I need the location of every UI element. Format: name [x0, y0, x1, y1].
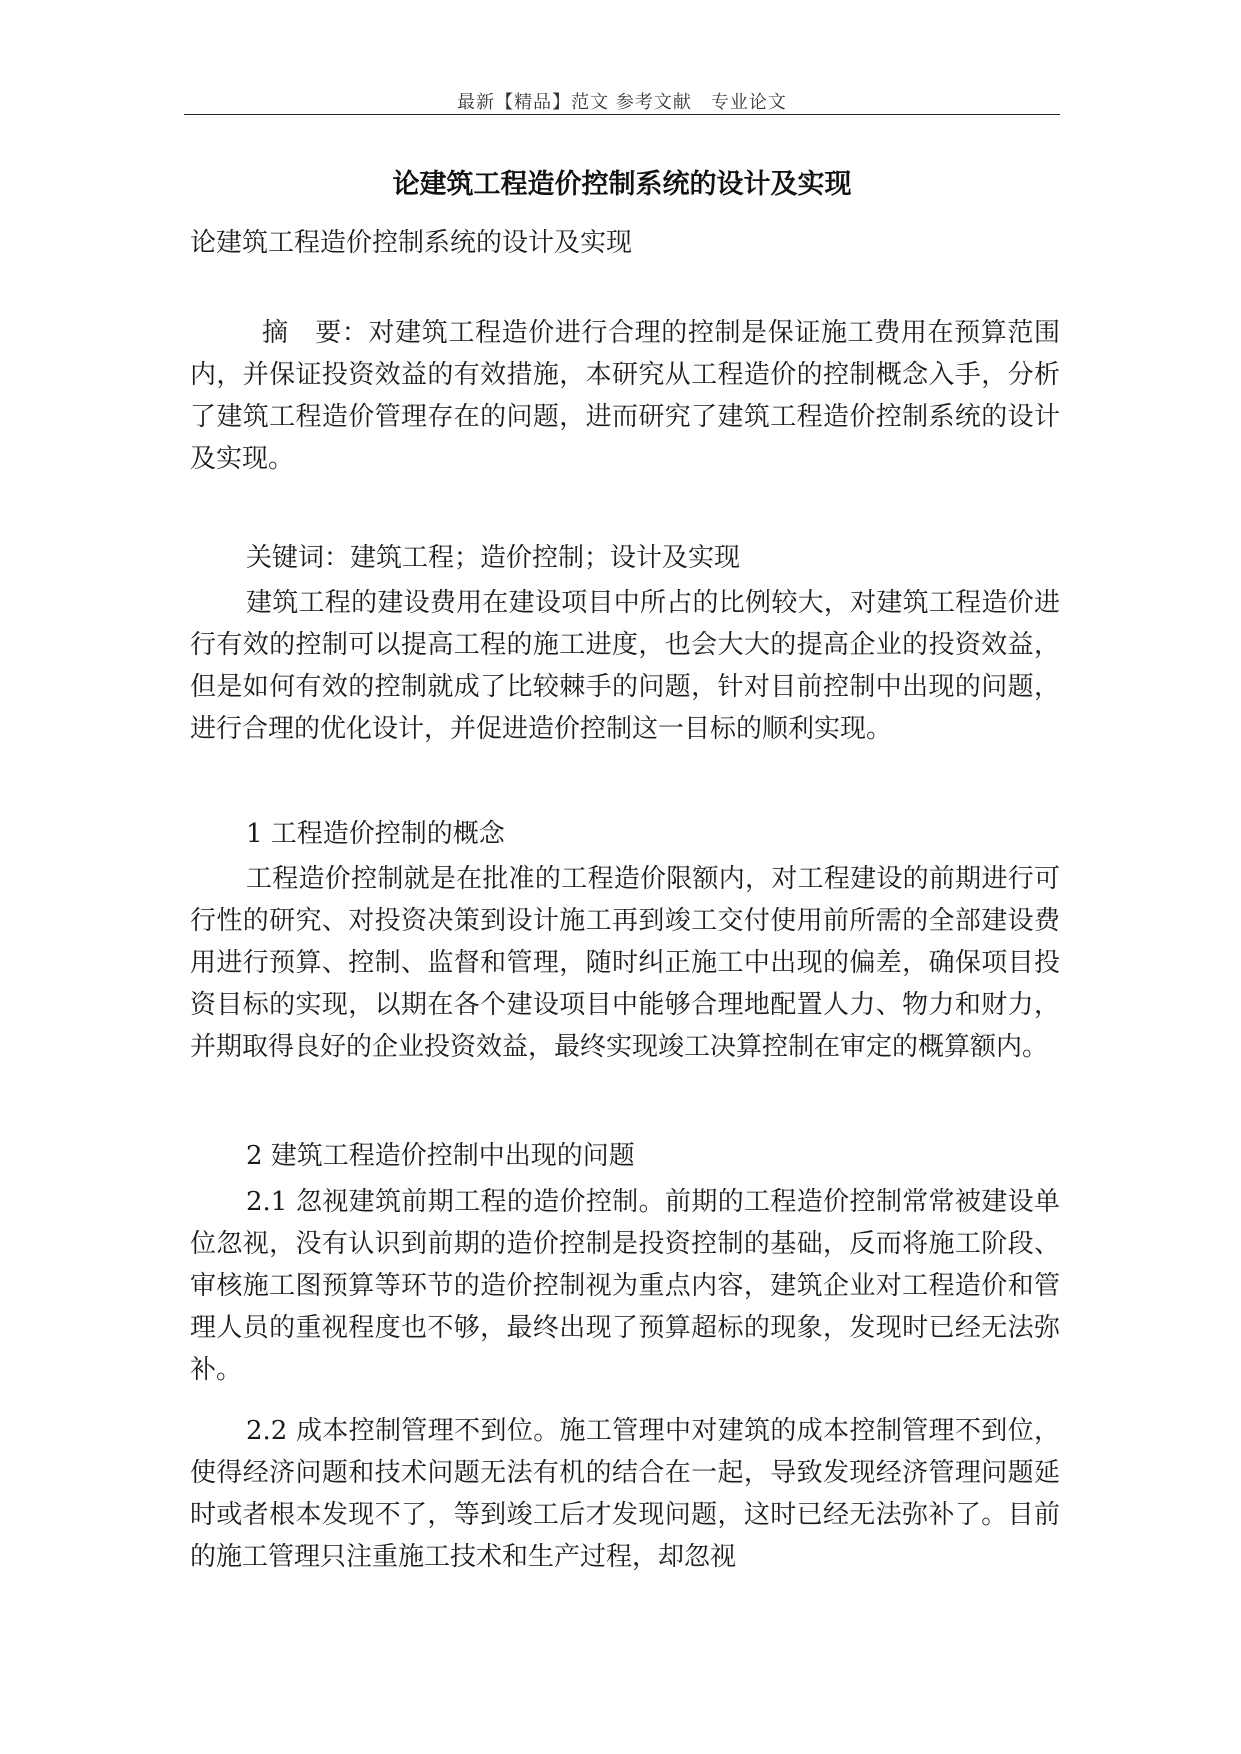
abstract-paragraph: 摘 要：对建筑工程造价进行合理的控制是保证施工费用在预算范围内，并保证投资效益的有效措施，本研究从工程造价的控制概念入手，分析了建筑工程造价管理存在的问题，进而研究了建筑工程造价控制系统的设计及实现。: [190, 318, 1060, 474]
section-2-2-paragraph: 2.2 成本控制管理不到位。施工管理中对建筑的成本控制管理不到位，使得经济问题和技术问题无法有机的结合在一起，导致发现经济管理问题延时或者根本发现不了，等到竣工后才发现问题，这时已经无法弥补了。目前的施工管理只注重施工技术和生产过程，却忽视: [190, 1416, 1060, 1572]
intro-paragraph: 建筑工程的建设费用在建设项目中所占的比例较大，对建筑工程造价进行有效的控制可以提高工程的施工进度，也会大大的提高企业的投资效益，但是如何有效的控制就成了比较棘手的问题，针对目前控制中出现的问题，进行合理的优化设计，并促进造价控制这一目标的顺利实现。: [190, 588, 1060, 744]
section-1-paragraph: 工程造价控制就是在批准的工程造价限额内，对工程建设的前期进行可行性的研究、对投资决策到设计施工再到竣工交付使用前所需的全部建设费用进行预算、控制、监督和管理，随时纠正施工中出现的偏差，确保项目投资目标的实现，以期在各个建设项目中能够合理地配置人力、物力和财力，并期取得良好的企业投资效益，最终实现竣工决算控制在审定的概算额内。: [190, 864, 1060, 1062]
section-2-heading: 2 建筑工程造价控制中出现的问题: [246, 1141, 635, 1171]
document-title: 论建筑工程造价控制系统的设计及实现: [392, 169, 852, 200]
section-2-1-paragraph: 2.1 忽视建筑前期工程的造价控制。前期的工程造价控制常常被建设单位忽视，没有认识到前期的造价控制是投资控制的基础，反而将施工阶段、审核施工图预算等环节的造价控制视为重点内容，建筑企业对工程造价和管理人员的重视程度也不够，最终出现了预算超标的现象，发现时已经无法弥补。: [190, 1187, 1060, 1385]
section-1-heading: 1 工程造价控制的概念: [246, 819, 505, 849]
keywords-line: 关键词：建筑工程；造价控制；设计及实现: [246, 543, 741, 573]
header-divider: [184, 114, 1060, 115]
running-header: 最新【精品】范文 参考文献 专业论文: [457, 92, 787, 113]
document-subtitle: 论建筑工程造价控制系统的设计及实现: [190, 228, 633, 258]
